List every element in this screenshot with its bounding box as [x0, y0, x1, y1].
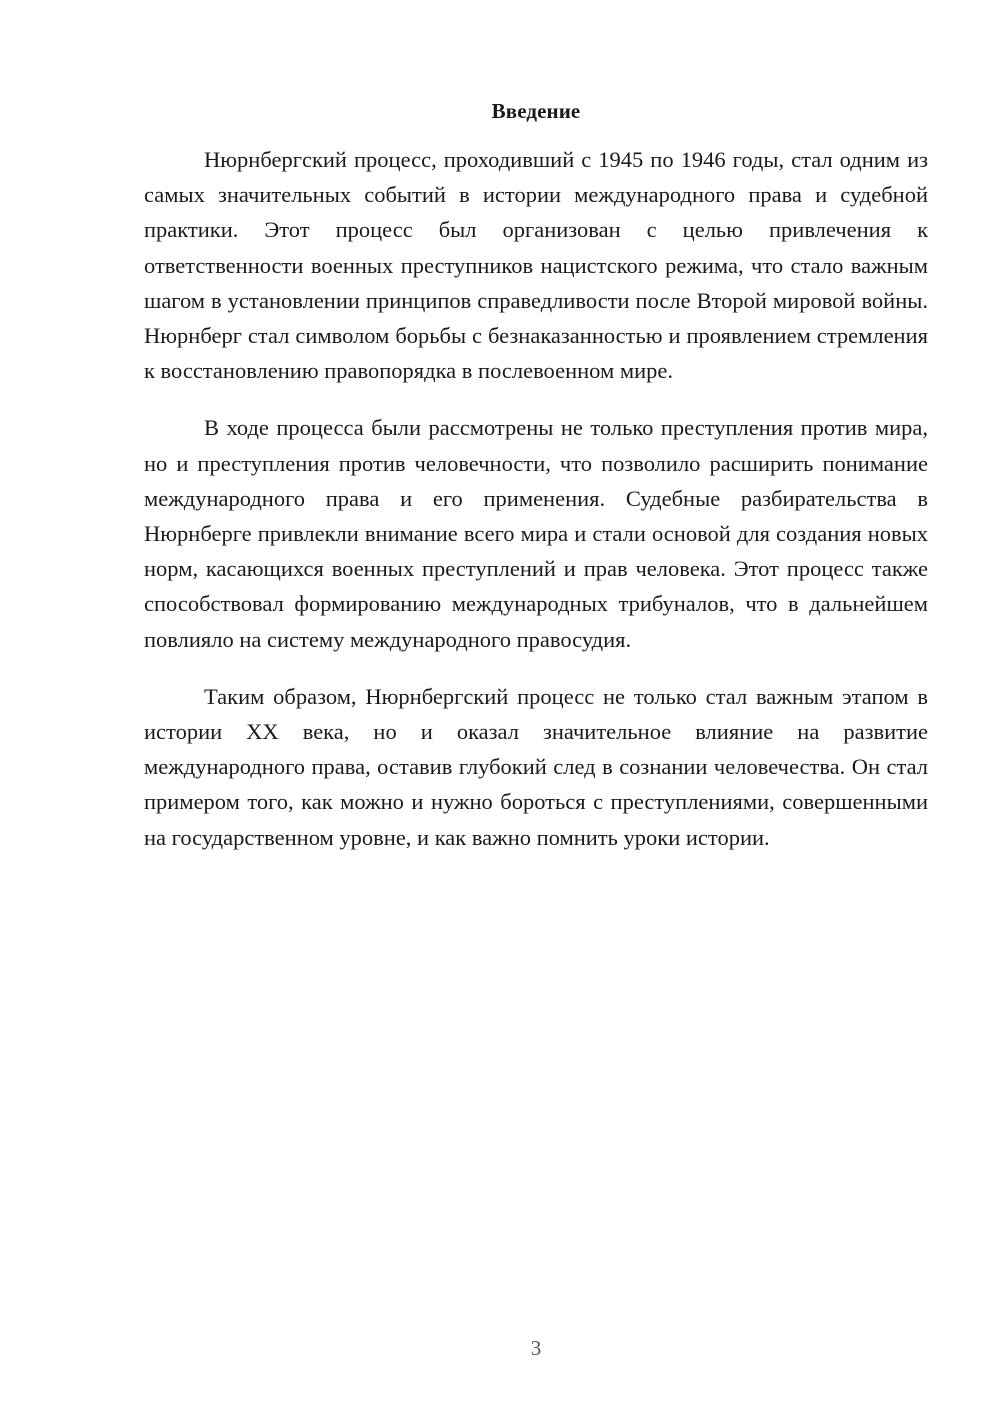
paragraph-2: В ходе процесса были рассмотрены не только преступления против мира, но и преступления против человечности, что позволило расширить понимание международного права и его применения. Судебные разбирательства в Нюрнберге привлекли внимание всего мира и стали основой для создания новых норм, касающихся военных преступлений и прав человека. Этот процесс также способствовал формированию международных трибуналов, что в дальнейшем повлияло на систему международного правосудия.: [144, 415, 928, 652]
paragraph-3: Таким образом, Нюрнбергский процесс не только стал важным этапом в истории XX века, но и оказал значительное влияние на развитие международного права, оставив глубокий след в сознании человечества. Он стал примером того, как можно и нужно бороться с преступлениями, совершенными на государственном уровне, и как важно помнить уроки истории.: [144, 683, 928, 850]
paragraph-1: Нюрнбергский процесс, проходивший с 1945 по 1946 годы, стал одним из самых значительных событий в истории международного права и судебной практики. Этот процесс был организован с целью привлечения к ответственности военных преступников нацистского режима, что стало важным шагом в установлении принципов справедливости после Второй мировой войны. Нюрнберг стал символом борьбы с безнаказанностью и проявлением стремления к восстановлению правопорядка в послевоенном мире.: [144, 147, 928, 384]
page-number: 3: [530, 1336, 542, 1360]
section-heading: Введение: [491, 99, 581, 123]
page-content: [144, 96, 928, 877]
